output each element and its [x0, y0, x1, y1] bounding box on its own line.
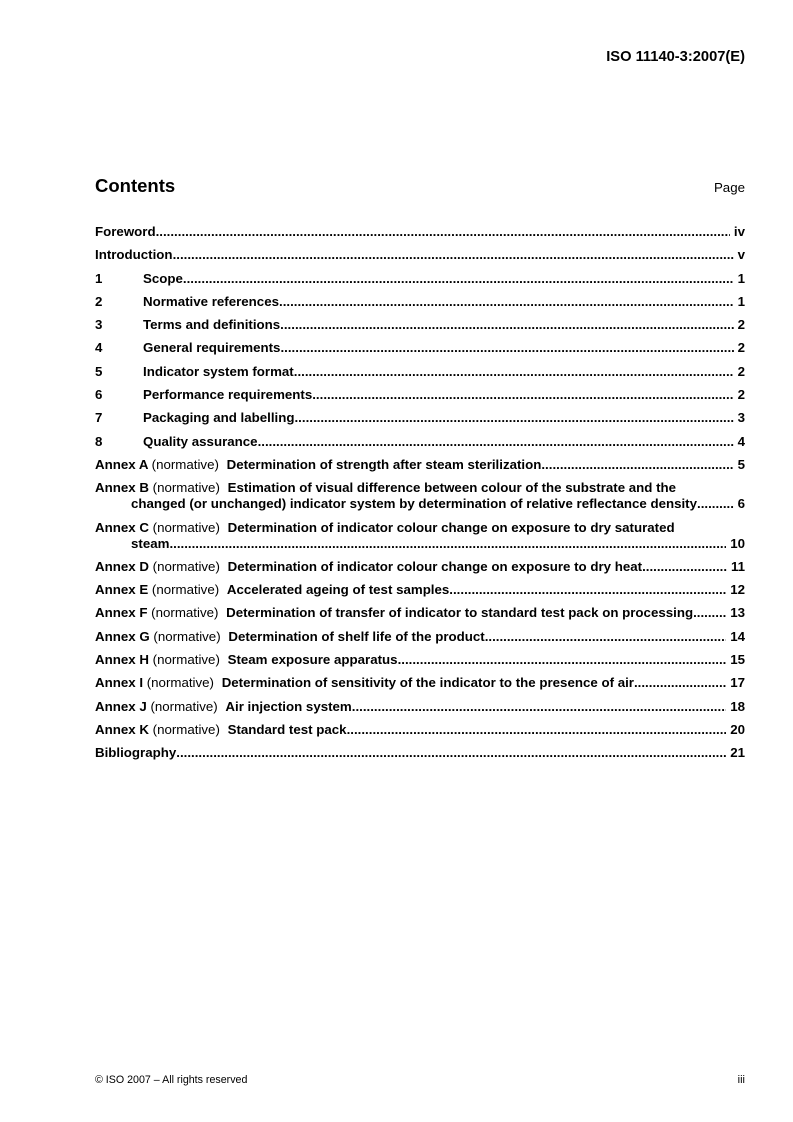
dot-leader — [176, 745, 726, 761]
toc-entry-title — [95, 629, 485, 645]
dot-leader — [398, 652, 727, 668]
dot-leader — [183, 271, 734, 287]
toc-entry-continuation — [95, 496, 745, 512]
toc-entry-clause-1[interactable] — [95, 271, 745, 287]
annex-status: (normative) — [152, 480, 220, 496]
annex-title: Steam exposure apparatus — [227, 652, 398, 668]
toc-entry-annex-j[interactable] — [95, 699, 745, 715]
toc-entry-annex-d[interactable] — [95, 559, 745, 575]
toc-entry-title: Bibliography — [95, 745, 177, 761]
dot-leader — [449, 582, 726, 598]
toc-entry-page: 17 — [730, 675, 745, 691]
toc-entry-clause-7[interactable] — [95, 410, 745, 426]
page-number: iii — [737, 1074, 745, 1086]
toc-entry-annex-g[interactable] — [95, 629, 745, 645]
dot-leader — [280, 340, 733, 356]
toc-entry-title: Performance requirements — [143, 387, 313, 403]
annex-status: (normative) — [152, 721, 220, 737]
contents-heading-row — [95, 175, 745, 197]
toc-entry-page: 3 — [737, 410, 745, 426]
annex-title: Standard test pack — [227, 721, 347, 737]
dot-leader — [347, 722, 727, 738]
toc-entry-title — [95, 605, 693, 621]
toc-entry-clause-3[interactable] — [95, 317, 745, 333]
toc-entry-page: 15 — [730, 652, 745, 668]
toc-entry-page: 11 — [730, 558, 745, 574]
toc-entry-page: 20 — [730, 721, 745, 737]
toc-entry-title: Scope — [143, 270, 183, 286]
annex-designation: Annex E — [95, 582, 149, 598]
toc-entry-title — [95, 559, 642, 575]
annex-title: Determination of shelf life of the product — [228, 628, 485, 644]
toc-entry-page: 2 — [737, 340, 745, 356]
dot-leader — [697, 496, 734, 512]
clause-number: 3 — [95, 317, 103, 333]
toc-entry-page: iv — [733, 224, 745, 239]
toc-entry-title: Indicator system format — [143, 363, 294, 379]
dot-leader — [634, 675, 726, 691]
toc-entry-page: 2 — [737, 317, 745, 333]
toc-entry-introduction[interactable] — [95, 247, 745, 263]
annex-designation: Annex F — [95, 605, 148, 621]
annex-status: (normative) — [151, 456, 219, 472]
toc-entry-clause-4[interactable] — [95, 340, 745, 356]
annex-title: Determination of strength after steam sterilization — [226, 456, 542, 472]
annex-title: Air injection system — [225, 698, 352, 714]
dot-leader — [693, 605, 726, 621]
toc-entry-title: Introduction — [95, 247, 173, 263]
copyright-notice: © ISO 2007 – All rights reserved — [95, 1074, 248, 1086]
toc-entry-page: v — [737, 247, 745, 263]
toc-entry-title: Terms and definitions — [143, 317, 281, 333]
toc-entry-title — [95, 520, 745, 536]
annex-designation: Annex G — [95, 628, 150, 644]
annex-designation: Annex H — [95, 652, 149, 668]
toc-entry-page: 10 — [730, 535, 745, 551]
annex-designation: Annex J — [95, 698, 147, 714]
toc-entry-title — [95, 582, 449, 598]
annex-status: (normative) — [152, 558, 220, 574]
annex-status: (normative) — [151, 605, 219, 621]
annex-title: Determination of sensitivity of the indicator to the presence of air — [221, 675, 634, 691]
annex-designation: Annex C — [95, 519, 149, 535]
toc-entry-title: General requirements — [143, 340, 281, 356]
toc-entry-clause-8[interactable] — [95, 434, 745, 450]
toc-entry-title — [95, 652, 398, 668]
annex-designation: Annex B — [95, 480, 149, 496]
toc-entry-clause-5[interactable] — [95, 364, 745, 380]
dot-leader — [156, 224, 730, 240]
table-of-contents — [95, 224, 745, 769]
clause-number: 4 — [95, 340, 103, 356]
toc-entry-clause-6[interactable] — [95, 387, 745, 403]
annex-title: Accelerated ageing of test samples — [226, 582, 450, 598]
annex-title: Determination of transfer of indicator to standard test pack on processing — [226, 605, 694, 621]
toc-entry-title — [95, 722, 347, 738]
dot-leader — [352, 699, 726, 715]
dot-leader — [169, 536, 726, 552]
annex-title: Determination of indicator colour change on exposure to dry heat — [227, 558, 643, 574]
document-id-header: ISO 11140-3:2007(E) — [606, 49, 745, 65]
toc-entry-page: 1 — [737, 270, 745, 286]
toc-entry-page: 2 — [737, 363, 745, 379]
toc-entry-page: 1 — [737, 293, 745, 309]
toc-entry-title: Normative references — [143, 293, 279, 309]
annex-designation: Annex K — [95, 721, 149, 737]
toc-entry-title — [95, 480, 745, 496]
dot-leader — [258, 434, 734, 450]
toc-entry-bibliography[interactable] — [95, 745, 745, 761]
toc-entry-continuation — [95, 536, 745, 552]
annex-status: (normative) — [151, 582, 220, 598]
toc-entry-foreword[interactable] — [95, 224, 745, 240]
annex-designation: Annex D — [95, 558, 149, 574]
toc-entry-page: 12 — [730, 582, 745, 598]
toc-entry-title: Quality assurance — [143, 433, 258, 449]
toc-entry-page: 4 — [737, 433, 745, 449]
annex-designation: Annex I — [95, 675, 144, 691]
toc-entry-title: Packaging and labelling — [143, 410, 295, 426]
annex-title: Estimation of visual difference between colour of the substrate and the — [227, 480, 677, 496]
toc-entry-page: 6 — [737, 496, 745, 512]
dot-leader — [173, 247, 734, 263]
annex-status: (normative) — [150, 698, 218, 714]
toc-entry-page: 18 — [730, 698, 745, 714]
annex-status: (normative) — [152, 519, 220, 535]
dot-leader — [294, 410, 733, 426]
annex-status: (normative) — [153, 628, 221, 644]
dot-leader — [280, 317, 733, 333]
dot-leader — [485, 629, 727, 645]
annex-status: (normative) — [146, 675, 214, 691]
dot-leader — [541, 457, 733, 473]
clause-number: 6 — [95, 387, 103, 403]
toc-entry-annex-i[interactable] — [95, 675, 745, 691]
annex-status: (normative) — [152, 652, 220, 668]
page-column-label: Page — [713, 180, 745, 195]
toc-entry-page: 2 — [737, 387, 745, 403]
annex-designation: Annex A — [95, 456, 148, 472]
toc-entry-annex-f[interactable] — [95, 605, 745, 621]
annex-title-continued: changed (or unchanged) indicator system by determination of relative reflectance density — [131, 496, 697, 512]
toc-entry-clause-2[interactable] — [95, 294, 745, 310]
annex-title-continued: steam — [131, 535, 170, 551]
toc-entry-annex-e[interactable] — [95, 582, 745, 598]
dot-leader — [279, 294, 734, 310]
toc-entry-page: 13 — [730, 605, 745, 621]
dot-leader — [294, 364, 734, 380]
clause-number: 5 — [95, 363, 103, 379]
toc-entry-annex-a[interactable] — [95, 457, 745, 473]
toc-entry-title — [95, 675, 634, 691]
clause-number: 7 — [95, 410, 103, 426]
clause-number: 1 — [95, 270, 103, 286]
dot-leader — [312, 387, 733, 403]
dot-leader — [642, 559, 727, 575]
toc-entry-annex-h[interactable] — [95, 652, 745, 668]
toc-entry-title — [95, 457, 541, 473]
clause-number: 2 — [95, 293, 103, 309]
annex-title: Determination of indicator colour change on exposure to dry saturated — [227, 519, 675, 535]
toc-entry-page: 21 — [730, 745, 745, 761]
toc-entry-page: 5 — [737, 456, 745, 472]
toc-entry-title — [95, 699, 352, 715]
toc-entry-annex-c[interactable] — [95, 520, 745, 552]
toc-entry-annex-b[interactable] — [95, 480, 745, 512]
clause-number: 8 — [95, 433, 103, 449]
contents-title: Contents — [95, 175, 176, 196]
toc-entry-annex-k[interactable] — [95, 722, 745, 738]
page-footer — [95, 1073, 745, 1087]
toc-entry-page: 14 — [730, 628, 745, 644]
toc-entry-title: Foreword — [95, 224, 156, 239]
